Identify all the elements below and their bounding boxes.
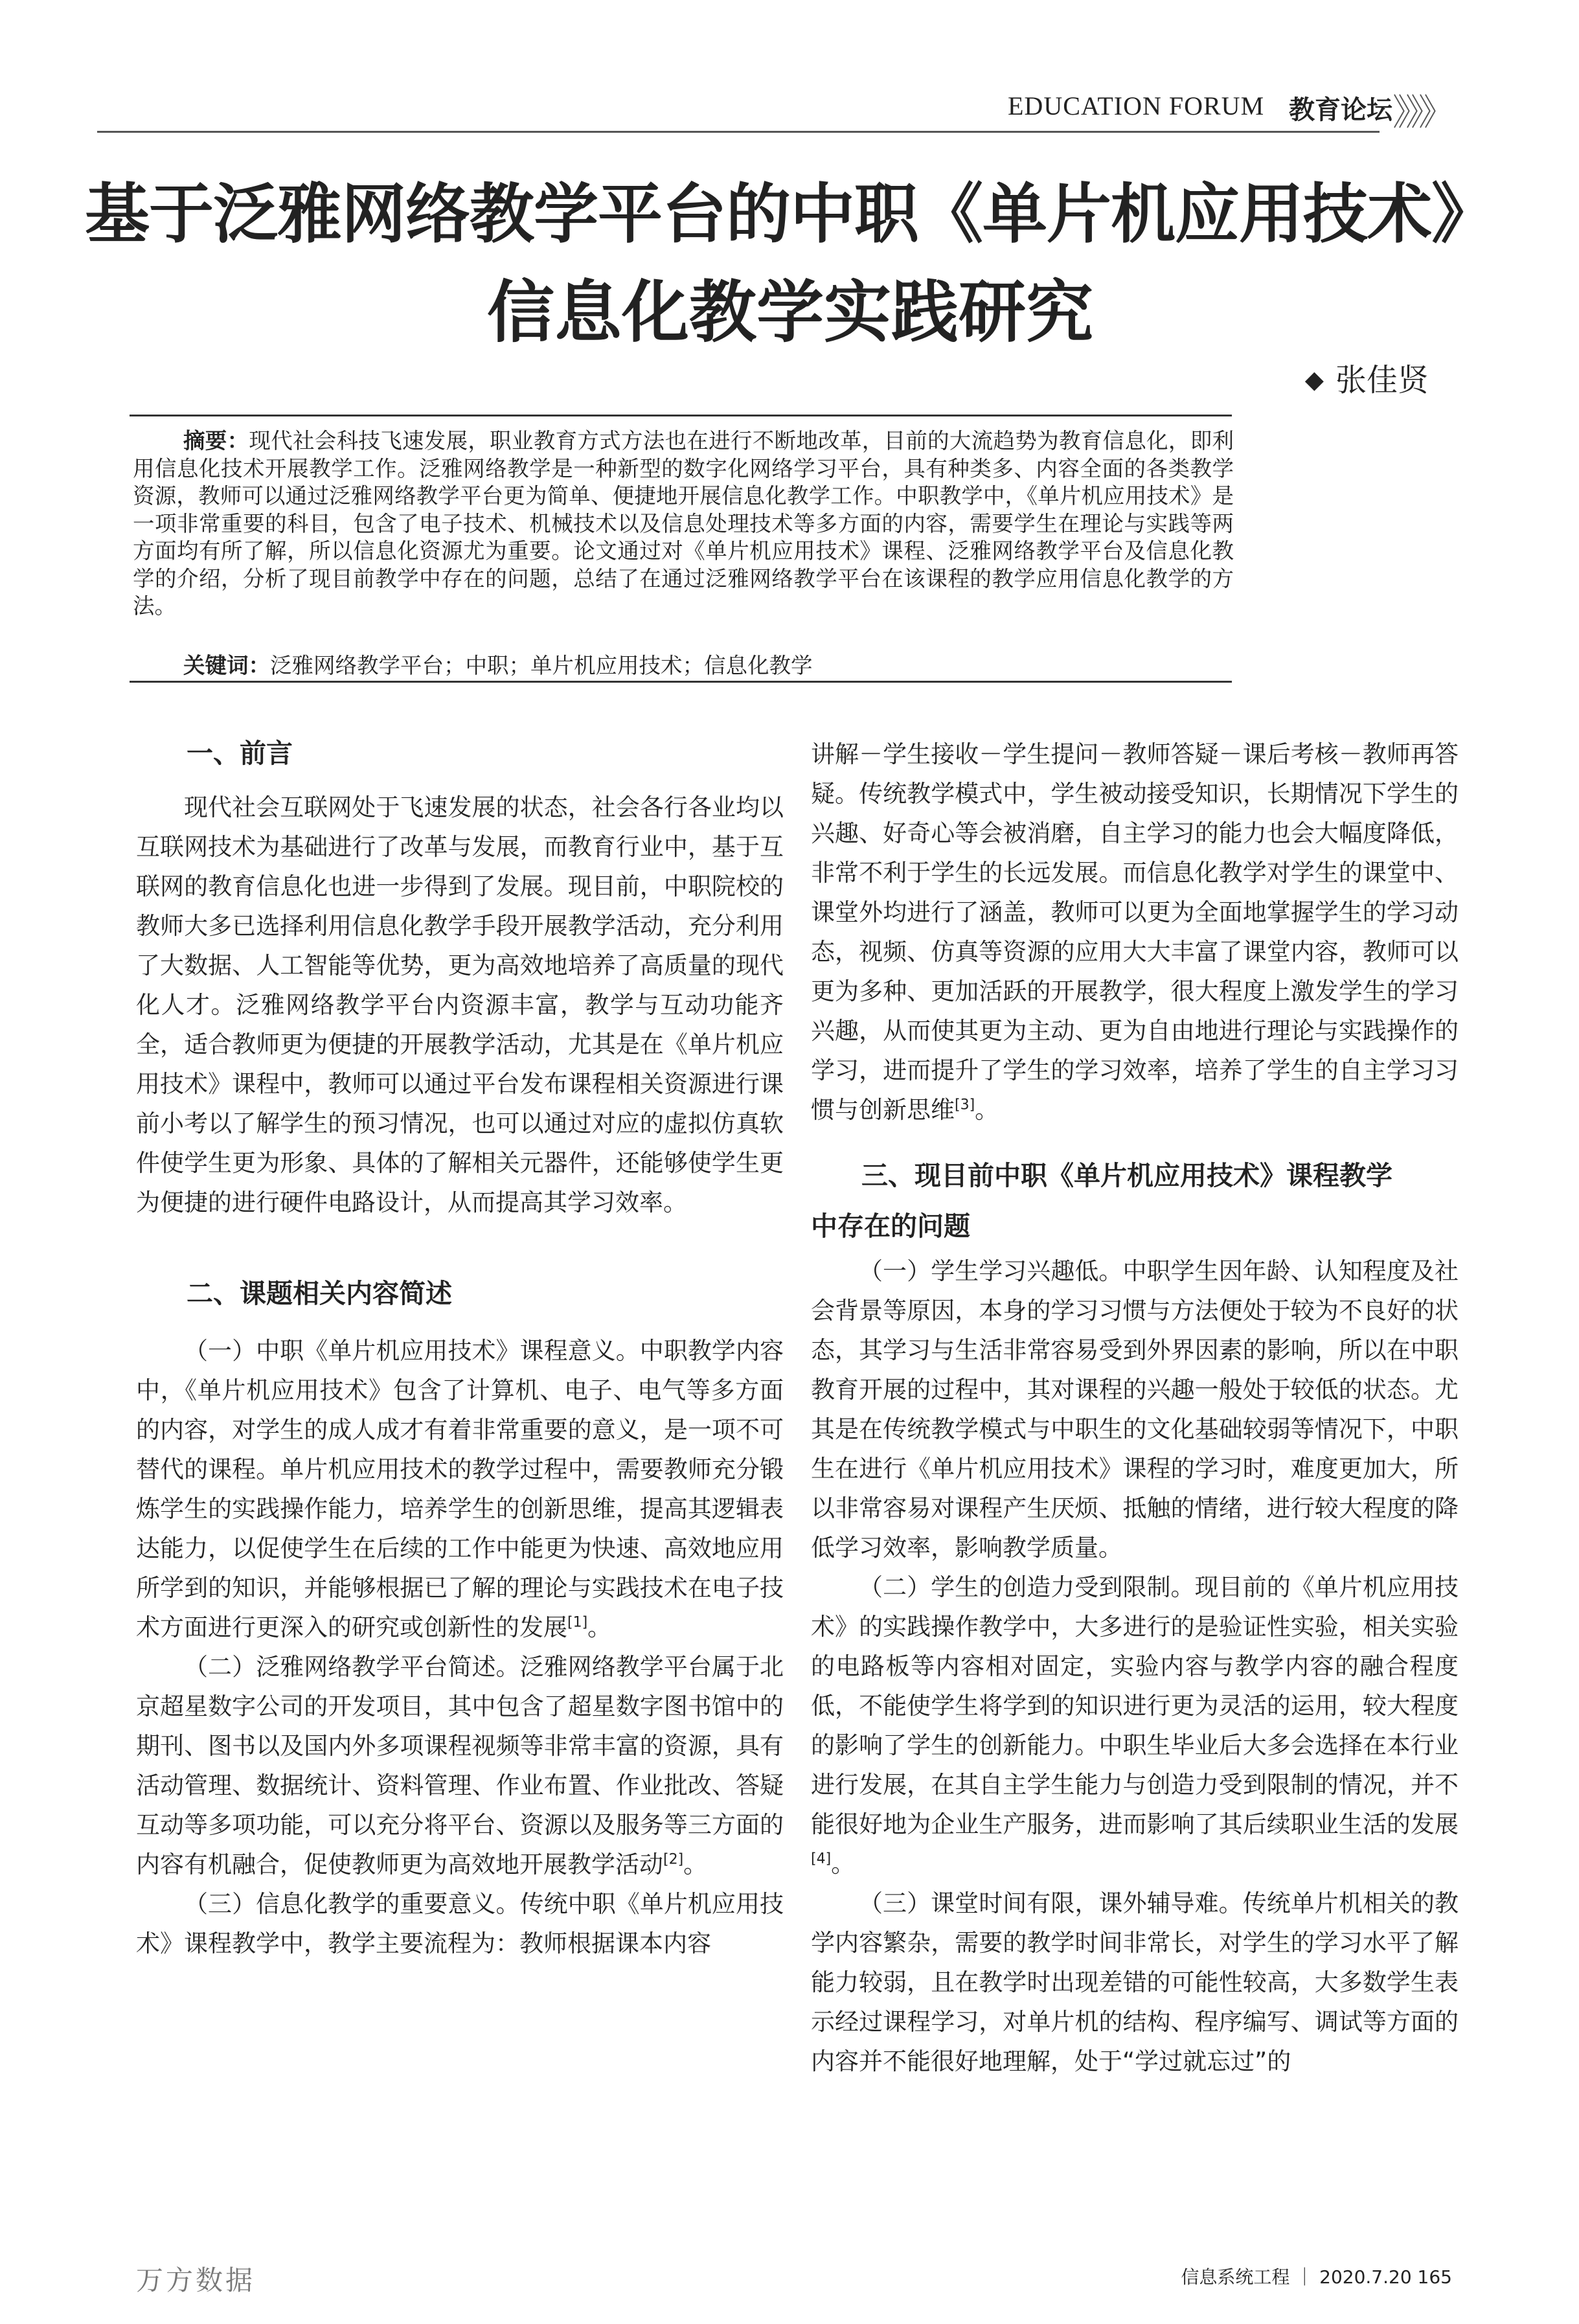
paragraph: （三）信息化教学的重要意义。传统中职《单片机应用技术》课程教学中，教学主要流程为：教师根据课本内容: [136, 1890, 784, 1957]
paragraph-text: （一）中职《单片机应用技术》课程意义。中职教学内容中，《单片机应用技术》包含了计算机、电子、电气等多方面的内容，对学生的成人成才有着非常重要的意义，是一项不可替代的课程。单片机应用技术的教学过程中，需要教师充分锻炼学生的实践操作能力，培养学生的创新思维，提高其逻辑表达能力，以促使学生在后续的工作中能更为快速、高效地应用所学到的知识，并能够根据已了解的理论与实践技术在电子技术方面进行更深入的研究或创新性的发展: [136, 1337, 784, 1641]
keywords-label: 关键词：: [183, 653, 270, 678]
right-column: [811, 735, 1459, 2081]
section-heading-intro: 一、前言: [187, 738, 293, 769]
paragraph: （三）课堂时间有限，课外辅导难。传统单片机相关的教学内容繁杂，需要的教学时间非常长，对学生的学习水平了解能力较弱，且在教学时出现差错的可能性较高，大多数学生表示经过课程学习，对单片机的结构、程序编写、调试等方面的内容并不能很好地理解，处于“学过就忘过”的: [811, 1889, 1459, 2075]
diamond-icon: ◆: [1304, 365, 1324, 394]
heading-line-2: 中存在的问题: [811, 1211, 970, 1242]
paper-title-line-1: 基于泛雅网络教学平台的中职《单片机应用技术》: [85, 176, 1495, 252]
abstract-text: 现代社会科技飞速发展，职业教育方式方法也在进行不断地改革，目前的大流趋势为教育信息化，即利用信息化技术开展教学工作。泛雅网络教学是一种新型的数字化网络学习平台，具有种类多、内容全面的各类教学资源，教师可以通过泛雅网络教学平台更为简单、便捷地开展信息化教学工作。中职教学中，《单片机应用技术》是一项非常重要的科目，包含了电子技术、机械技术以及信息处理技术等多方面的内容，需要学生在理论与实践等两方面均有所了解，所以信息化资源尤为重要。论文通过对《单片机应用技术》课程、泛雅网络教学平台及信息化教学的介绍，分析了现目前教学中存在的问题，总结了在通过泛雅网络教学平台在该课程的教学应用信息化教学的方法。: [133, 428, 1234, 619]
heading-line-1: 三、现目前中职《单片机应用技术》课程教学: [861, 1160, 1392, 1191]
paragraph-end: 。: [831, 1850, 856, 1878]
paragraph: [136, 1331, 784, 1647]
footer-journal-info: 信息系统工程 ｜ 2020.7.20 165: [1181, 2266, 1452, 2288]
journal-column-zh: 教育论坛: [1289, 95, 1392, 125]
keywords-text: 泛雅网络教学平台；中职；单片机应用技术；信息化教学: [270, 653, 813, 678]
paragraph-text: （二）泛雅网络教学平台简述。泛雅网络教学平台属于北京超星数字公司的开发项目，其中包含了超星数字图书馆中的期刊、图书以及国内外多项课程视频等非常丰富的资源，具有活动管理、数据统计、资料管理、作业布置、作业批改、答疑互动等多项功能，可以充分将平台、资源以及服务等三方面的内容有机融合，促使教师更为高效地开展教学活动: [136, 1653, 784, 1878]
section-heading-overview: 二、课题相关内容简述: [187, 1278, 452, 1309]
citation-ref: [2]: [663, 1851, 684, 1868]
journal-name-en: EDUCATION FORUM: [1008, 91, 1265, 120]
paragraph: （一）学生学习兴趣低。中职学生因年龄、认知程度及社会背景等原因，本身的学习习惯与方法便处于较为不良好的状态，其学习与生活非常容易受到外界因素的影响，所以在中职教育开展的过程中，其对课程的兴趣一般处于较低的状态。尤其是在传统教学模式与中职生的文化基础较弱等情况下，中职生在进行《单片机应用技术》课程的学习时，难度更加大，所以非常容易对课程产生厌烦、抵触的情绪，进行较大程度的降低学习效率，影响教学质量。: [811, 1257, 1459, 1562]
paragraph: 现代社会互联网处于飞速发展的状态，社会各行各业均以互联网技术为基础进行了改革与发展，而教育行业中，基于互联网的教育信息化也进一步得到了发展。现目前，中职院校的教师大多已选择利用信息化教学手段开展教学活动，充分利用了大数据、人工智能等优势，更为高效地培养了高质量的现代化人才。泛雅网络教学平台内资源丰富，教学与互动功能齐全，适合教师更为便捷的开展教学活动，尤其是在《单片机应用技术》课程中，教师可以通过平台发布课程相关资源进行课前小考以了解学生的预习情况，也可以通过对应的虚拟仿真软件使学生更为形象、具体的了解相关元器件，还能够使学生更为便捷的进行硬件电路设计，从而提高其学习效率。: [136, 793, 784, 1216]
paragraph-end: 。: [975, 1096, 999, 1124]
left-column: [136, 725, 784, 1963]
paragraph: [811, 1567, 1459, 1884]
paragraph-text: 讲解－学生接收－学生提问－教师答疑－课后考核－教师再答疑。传统教学模式中，学生被动接受知识，长期情况下学生的兴趣、好奇心等会被消磨，自主学习的能力也会大幅度降低，非常不利于学生的长远发展。而信息化教学对学生的课堂中、课堂外均进行了涵盖，教师可以更为全面地掌握学生的学习动态，视频、仿真等资源的应用大大丰富了课堂内容，教师可以更为多种、更加活跃的开展教学，很大程度上激发学生的学习兴趣，从而使其更为主动、更为自由地进行理论与实践操作的学习，进而提升了学生的学习效率，培养了学生的自主学习习惯与创新思维: [811, 740, 1459, 1124]
abstract: [133, 427, 1234, 621]
keywords: [133, 648, 1234, 679]
paper-title-line-2: 信息化教学实践研究: [486, 273, 1093, 352]
citation-ref: [4]: [811, 1851, 832, 1867]
header-rule: [97, 131, 1380, 133]
author-name: 张佳贤: [1335, 362, 1429, 398]
chevron-icon: 》》》: [1392, 92, 1449, 134]
paragraph: [811, 735, 1459, 1130]
paragraph-end: 。: [587, 1613, 612, 1641]
citation-ref: [1]: [567, 1614, 588, 1631]
abstract-label: 摘要：: [183, 428, 249, 453]
paragraph-text: （二）学生的创造力受到限制。现目前的《单片机应用技术》的实践操作教学中，大多进行的是验证性实验，相关实验的电路板等内容相对固定，实验内容与教学内容的融合程度低，不能使学生将学到的知识进行更为灵活的运用，较大程度的影响了学生的创新能力。中职生毕业后大多会选择在本行业进行发展，在其自主学生能力与创造力受到限制的情况，并不能很好地为企业生产服务，进而影响了其后续职业生活的发展: [811, 1573, 1459, 1838]
citation-ref: [3]: [955, 1097, 975, 1113]
watermark: 万方数据: [136, 2264, 256, 2296]
section-heading-problems: [811, 1150, 1459, 1251]
paragraph: [136, 1647, 784, 1884]
paragraph-end: 。: [683, 1851, 708, 1878]
author: [1305, 355, 1429, 400]
